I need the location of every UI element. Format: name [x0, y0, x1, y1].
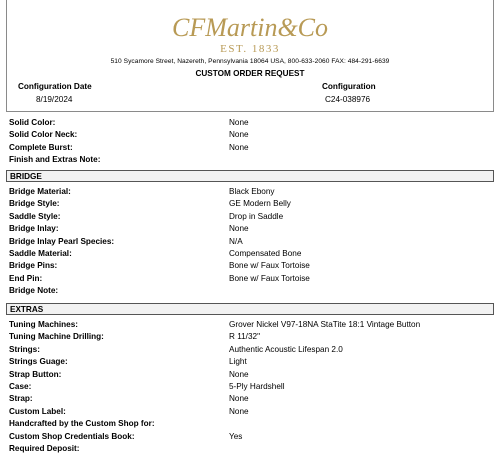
section-bridge — [6, 170, 494, 182]
detail-value: None — [229, 407, 249, 416]
config-label: Configuration — [322, 82, 376, 91]
section-extras — [6, 303, 494, 315]
detail-row — [0, 394, 500, 406]
detail-row — [0, 212, 500, 224]
detail-row — [0, 249, 500, 261]
detail-value: Black Ebony — [229, 187, 275, 196]
detail-row — [0, 444, 500, 456]
martin-logo-graphic — [171, 6, 329, 56]
form-title: CUSTOM ORDER REQUEST — [195, 69, 305, 78]
detail-row — [0, 286, 500, 298]
detail-row — [0, 224, 500, 236]
detail-value: GE Modern Belly — [229, 199, 291, 208]
config-date-label: Configuration Date — [18, 82, 92, 91]
detail-label: Bridge Style: — [9, 199, 60, 208]
detail-label: Bridge Inlay Pearl Species: — [9, 237, 115, 246]
detail-value: Yes — [229, 432, 243, 441]
detail-label: Solid Color: — [9, 118, 56, 127]
detail-label: Strings: — [9, 345, 40, 354]
detail-row — [0, 407, 500, 419]
detail-row — [0, 357, 500, 369]
detail-row — [0, 432, 500, 444]
detail-label: End Pin: — [9, 274, 43, 283]
detail-label: Custom Label: — [9, 407, 66, 416]
detail-row — [0, 155, 500, 167]
detail-label: Saddle Material: — [9, 249, 72, 258]
detail-label: Bridge Inlay: — [9, 224, 59, 233]
detail-label: Strap: — [9, 394, 33, 403]
section-title: EXTRAS — [10, 304, 44, 314]
detail-label: Solid Color Neck: — [9, 130, 78, 139]
detail-row — [0, 118, 500, 130]
detail-value: None — [229, 224, 249, 233]
detail-label: Strap Button: — [9, 370, 62, 379]
detail-row — [0, 419, 500, 431]
config-date-value: 8/19/2024 — [36, 95, 73, 104]
detail-value: Bone w/ Faux Tortoise — [229, 261, 310, 270]
detail-value: None — [229, 370, 249, 379]
detail-label: Finish and Extras Note: — [9, 155, 101, 164]
detail-row — [0, 237, 500, 249]
detail-label: Strings Guage: — [9, 357, 68, 366]
martin-logo — [0, 6, 500, 56]
detail-value: Authentic Acoustic Lifespan 2.0 — [229, 345, 343, 354]
detail-row — [0, 382, 500, 394]
detail-value: Compensated Bone — [229, 249, 302, 258]
detail-row — [0, 320, 500, 332]
detail-value: Bone w/ Faux Tortoise — [229, 274, 310, 283]
detail-value: Light — [229, 357, 247, 366]
detail-label: Required Deposit: — [9, 444, 80, 453]
config-id-value: C24-038976 — [325, 95, 371, 104]
detail-label: Handcrafted by the Custom Shop for: — [9, 419, 155, 428]
company-address: 510 Sycamore Street, Nazereth, Pennsylvania 18064 USA, 800-633-2060 FAX: 484-291-6639 — [110, 58, 390, 65]
detail-row — [0, 370, 500, 382]
detail-value: None — [229, 394, 249, 403]
detail-row — [0, 199, 500, 211]
detail-label: Tuning Machines: — [9, 320, 78, 329]
detail-value: None — [229, 118, 249, 127]
detail-value: 5-Ply Hardshell — [229, 382, 285, 391]
detail-label: Tuning Machine Drilling: — [9, 332, 104, 341]
detail-label: Custom Shop Credentials Book: — [9, 432, 135, 441]
logo-brand-text: CFMartin&Co — [171, 13, 329, 42]
detail-row — [0, 187, 500, 199]
detail-value: Grover Nickel V97-18NA StaTite 18:1 Vintage Button — [229, 320, 421, 329]
detail-row — [0, 143, 500, 155]
logo-est-text: EST. 1833 — [220, 43, 280, 55]
detail-label: Bridge Pins: — [9, 261, 58, 270]
detail-row — [0, 274, 500, 286]
detail-row — [0, 261, 500, 273]
detail-label: Complete Burst: — [9, 143, 73, 152]
detail-value: Drop in Saddle — [229, 212, 284, 221]
detail-label: Case: — [9, 382, 32, 391]
section-title: BRIDGE — [10, 171, 42, 181]
detail-label: Bridge Material: — [9, 187, 71, 196]
detail-value: None — [229, 143, 249, 152]
detail-value: N/A — [229, 237, 243, 246]
detail-row — [0, 345, 500, 357]
detail-value: R 11/32" — [229, 332, 260, 341]
detail-label: Bridge Note: — [9, 286, 59, 295]
detail-row — [0, 332, 500, 344]
detail-value: None — [229, 130, 249, 139]
detail-row — [0, 130, 500, 142]
detail-label: Saddle Style: — [9, 212, 61, 221]
